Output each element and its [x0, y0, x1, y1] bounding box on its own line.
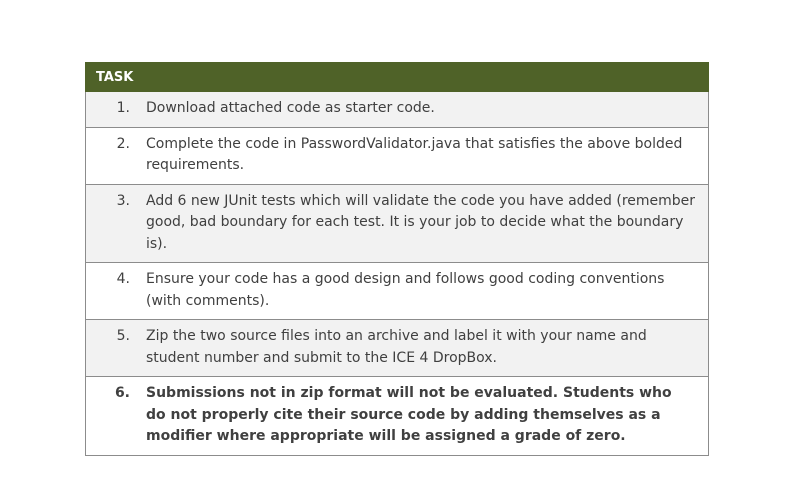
table-row — [86, 92, 709, 128]
task-number: 1. — [116, 100, 130, 116]
task-cell-3 — [86, 184, 709, 263]
task-number: 3. — [116, 192, 130, 209]
task-number: 6. — [114, 385, 130, 401]
task-text: Complete the code in PasswordValidator.java that satisfies the above bolded requirements. — [146, 135, 683, 173]
table-header-row — [86, 63, 709, 92]
task-number: 4. — [116, 271, 130, 287]
table-row — [86, 184, 709, 263]
table-row — [86, 320, 709, 377]
task-text: Add 6 new JUnit tests which will validate the code you have added (remember good, bad boundary for each test. It is your job to decide what the boundary is). — [146, 192, 696, 252]
task-cell-2 — [86, 127, 709, 184]
task-cell-5 — [86, 320, 709, 377]
table-row — [86, 263, 709, 320]
task-number: 5. — [116, 328, 130, 344]
task-text: Zip the two source files into an archive and label it with your name and student number and submit to the ICE 4 DropBox. — [146, 328, 647, 366]
task-text: Ensure your code has a good design and follows good coding conventions (with comments). — [146, 271, 665, 309]
task-table — [85, 62, 709, 456]
task-number: 2. — [116, 135, 130, 152]
task-text: Download attached code as starter code. — [146, 100, 435, 116]
task-cell-4 — [86, 263, 709, 320]
task-text: Submissions not in zip format will not be evaluated. Students who do not properly cite their source code by adding themselves as a modifier where appropriate will be assigned a grade of zero. — [146, 385, 672, 444]
table-header: TASK — [86, 63, 709, 92]
table-row — [86, 377, 709, 456]
table-row — [86, 127, 709, 184]
task-cell-6 — [86, 377, 709, 456]
task-cell-1 — [86, 92, 709, 128]
